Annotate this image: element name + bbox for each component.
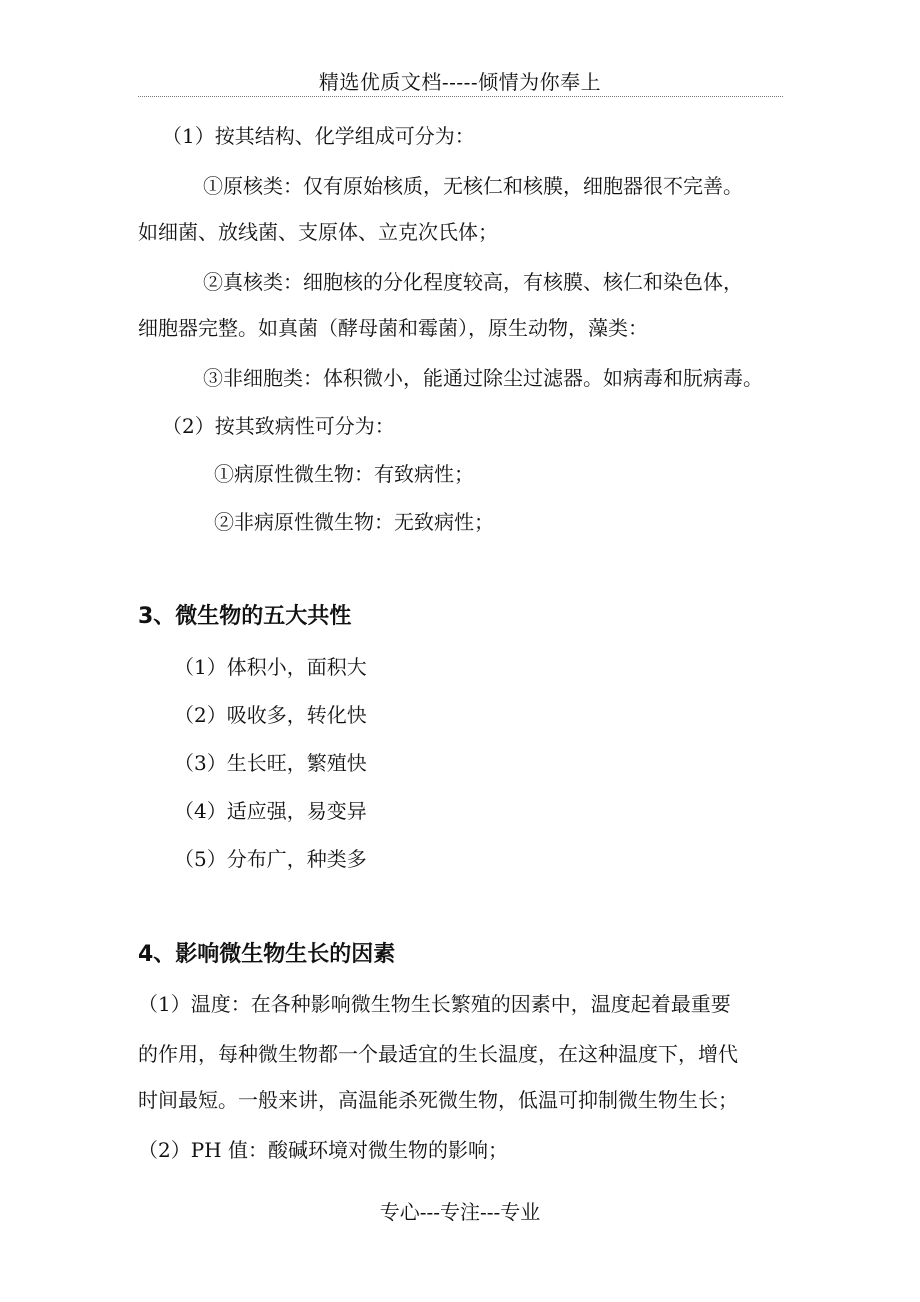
page-header: 精选优质文档-----倾情为你奉上 [318, 70, 602, 94]
section3-item-4: （4）适应强，易变异 [174, 799, 367, 823]
eukaryote-line-1: ②真核类：细胞核的分化程度较高，有核膜、核仁和染色体， [203, 270, 743, 294]
temperature-line-3: 时间最短。一般来讲，高温能杀死微生物，低温可抑制微生物生长； [138, 1088, 738, 1112]
header-divider [138, 96, 783, 97]
pathogen-intro: （2）按其致病性可分为： [162, 414, 395, 438]
section3-item-3: （3）生长旺，繁殖快 [174, 751, 367, 775]
page-footer: 专心---专注---专业 [379, 1200, 541, 1224]
section3-item-1: （1）体积小，面积大 [174, 655, 367, 679]
acellular-line: ③非细胞类：体积微小，能通过除尘过滤器。如病毒和朊病毒。 [203, 366, 763, 390]
temperature-line-1: （1）温度：在各种影响微生物生长繁殖的因素中，温度起着最重要 [138, 992, 731, 1016]
section3-item-2: （2）吸收多，转化快 [174, 703, 367, 727]
nonpathogenic-line: ②非病原性微生物：无致病性； [214, 510, 494, 534]
pathogenic-line: ①病原性微生物：有致病性； [214, 462, 474, 486]
section3-item-5: （5）分布广，种类多 [174, 847, 367, 871]
temperature-line-2: 的作用，每种微生物都一个最适宜的生长温度，在这种温度下，增代 [138, 1042, 738, 1066]
section3-title: 3、微生物的五大共性 [138, 604, 352, 629]
eukaryote-line-2: 细胞器完整。如真菌（酵母菌和霉菌），原生动物，藻类： [138, 316, 648, 340]
prokaryote-line-1: ①原核类：仅有原始核质，无核仁和核膜，细胞器很不完善。 [203, 174, 743, 198]
structure-intro: （1）按其结构、化学组成可分为： [162, 124, 475, 148]
section4-title: 4、影响微生物生长的因素 [138, 942, 396, 967]
prokaryote-line-2: 如细菌、放线菌、支原体、立克次氏体； [138, 220, 498, 244]
ph-line: （2）PH 值：酸碱环境对微生物的影响； [138, 1138, 508, 1162]
